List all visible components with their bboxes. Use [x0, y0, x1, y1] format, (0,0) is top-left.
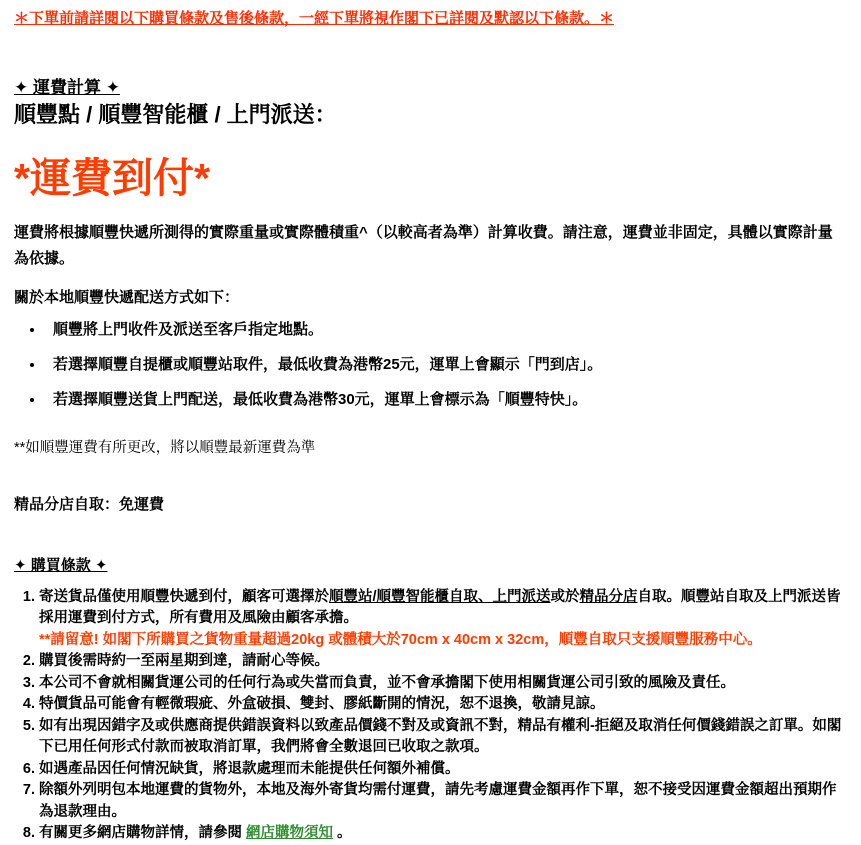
term-1-text: 或於 [550, 588, 580, 605]
delivery-methods-title: 關於本地順豐快遞配送方式如下： [14, 288, 240, 306]
term-item-6: 6. 如遇產品因任何情況缺貨，將退款處理而未能提供任何額外補償。 [39, 759, 847, 781]
term-1-underlined-boutique: 精品分店 [579, 588, 638, 605]
term-item-4: 4. 特價貨品可能會有輕微瑕疵、外盒破損、雙封、膠紙斷開的情況，恕不退換，敬請見諒。 [39, 694, 847, 716]
term-1-underlined-pickup-options: 順豐站/順豐智能櫃自取、上門派送 [329, 588, 551, 605]
term-item-1 [39, 587, 847, 652]
top-notice: ＊下單前請詳閱以下購買條款及售後條款，一經下單將視作閣下已詳閱及默認以下條款。＊ [14, 10, 615, 27]
fee-update-note: **如順豐運費有所更改，將以順豐最新運費為準 [14, 439, 316, 456]
online-shop-notice-link[interactable]: 網店購物須知 [246, 825, 334, 842]
shipping-intro-paragraph: 運費將根據順豐快遞所測得的實際重量或實際體積重^（以較高者為準）計算收費。請注意，運費並非固定，具體以實際計量為依據。 [14, 223, 833, 267]
delivery-methods-list [14, 321, 847, 409]
purchase-terms-heading: ✦ 購買條款 ✦ [14, 556, 108, 574]
term-item-3: 3. 本公司不會就相關貨運公司的任何行為或失當而負責，並不會承擔閣下使用相關貨運公司引致的風險及責任。 [39, 673, 847, 695]
shipping-calc-heading: ✦ 運費計算 ✦ [14, 77, 120, 97]
term-1-text: 自取。順豐站自取及上門派送皆採用運費到付方式，所有費用及風險由顧客承擔。 [39, 588, 841, 627]
shipping-methods-subheading: 順豐點 / 順豐智能櫃 / 上門派送： [14, 102, 337, 127]
term-item-8 [39, 823, 847, 845]
purchase-terms-list [14, 587, 847, 845]
term-item-5: 5. 如有出現因錯字及或供應商提供錯誤資料以致產品價錢不對及或資訊不對，精品有權利-拒絕及取消任何價錢錯誤之訂單。如閣下已用任何形式付款而被取消訂單，我們將會全數退回已收取之款項。 [39, 716, 847, 759]
list-item: • 若選擇順豐自提櫃或順豐站取件，最低收費為港幣25元，運單上會顯示「門到店」。 [45, 356, 847, 374]
term-8-text: 。 [333, 825, 352, 842]
term-item-2: 2. 購買後需時約一至兩星期到達，請耐心等候。 [39, 651, 847, 673]
term-item-7: 7. 除額外列明包本地運費的貨物外，本地及海外寄貨均需付運費，請先考慮運費金額再作下單，恕不接受因運費金額超出預期作為退款理由。 [39, 780, 847, 823]
weight-size-warning: **請留意! 如閣下所購買之貨物重量超過20kg 或體積大於70cm x 40cm x 32cm，順豐自取只支援順豐服務中心。 [39, 631, 762, 648]
term-1-text: 寄送貨品僅使用順豐快遞到付，顧客可選擇於 [39, 588, 329, 605]
store-pickup-note: 精品分店自取：免運費 [14, 495, 165, 513]
list-item: • 順豐將上門收件及派送至客戶指定地點。 [45, 321, 847, 339]
list-item: • 若選擇順豐送貨上門配送，最低收費為港幣30元，運單上會標示為「順豐特快」。 [45, 391, 847, 409]
term-8-text: 有關更多網店購物詳情，請參閱 [39, 825, 247, 842]
freight-collect-highlight: *運費到付* [14, 155, 210, 202]
